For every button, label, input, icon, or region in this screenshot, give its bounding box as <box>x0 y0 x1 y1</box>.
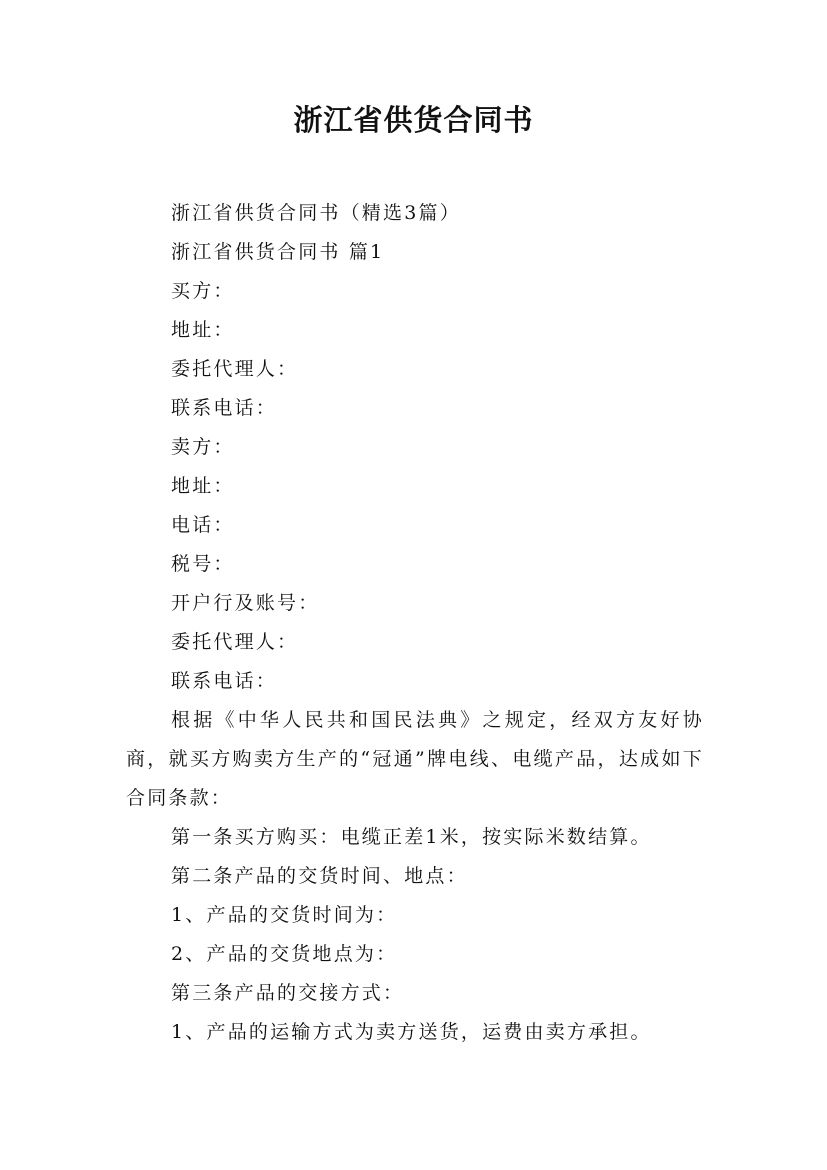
seller-field: 卖方： <box>171 436 235 458</box>
document-body <box>126 194 704 1052</box>
article-3: 第三条产品的交接方式： <box>171 982 405 1004</box>
document-title: 浙江省供货合同书 <box>293 103 534 137</box>
buyer-field: 买方： <box>171 280 235 302</box>
seller-contact-phone-field: 联系电话： <box>171 670 278 692</box>
buyer-address-field: 地址： <box>171 319 235 341</box>
seller-address-field: 地址： <box>171 475 235 497</box>
seller-agent-field: 委托代理人： <box>171 631 299 653</box>
article-3-item-1: 1、产品的运输方式为卖方送货，运费由卖方承担。 <box>171 1021 652 1043</box>
seller-bank-account-field: 开户行及账号： <box>171 592 320 614</box>
section-heading: 浙江省供货合同书 篇1 <box>171 241 385 263</box>
article-1: 第一条买方购买：电缆正差1米，按实际米数结算。 <box>171 826 652 848</box>
article-2-item-2: 2、产品的交货地点为： <box>171 943 398 965</box>
buyer-phone-field: 联系电话： <box>171 397 278 419</box>
seller-phone-field: 电话： <box>171 514 235 536</box>
seller-tax-id-field: 税号： <box>171 553 235 575</box>
article-2: 第二条产品的交货时间、地点： <box>171 865 468 887</box>
article-2-item-1: 1、产品的交货时间为： <box>171 904 398 926</box>
subtitle-line: 浙江省供货合同书（精选3篇） <box>171 202 461 224</box>
preamble-paragraph: 根据《中华人民共和国民法典》之规定，经双方友好协商，就买方购卖方生产的“冠通”牌电线、电缆产品，达成如下合同条款： <box>126 709 704 809</box>
buyer-agent-field: 委托代理人： <box>171 358 299 380</box>
